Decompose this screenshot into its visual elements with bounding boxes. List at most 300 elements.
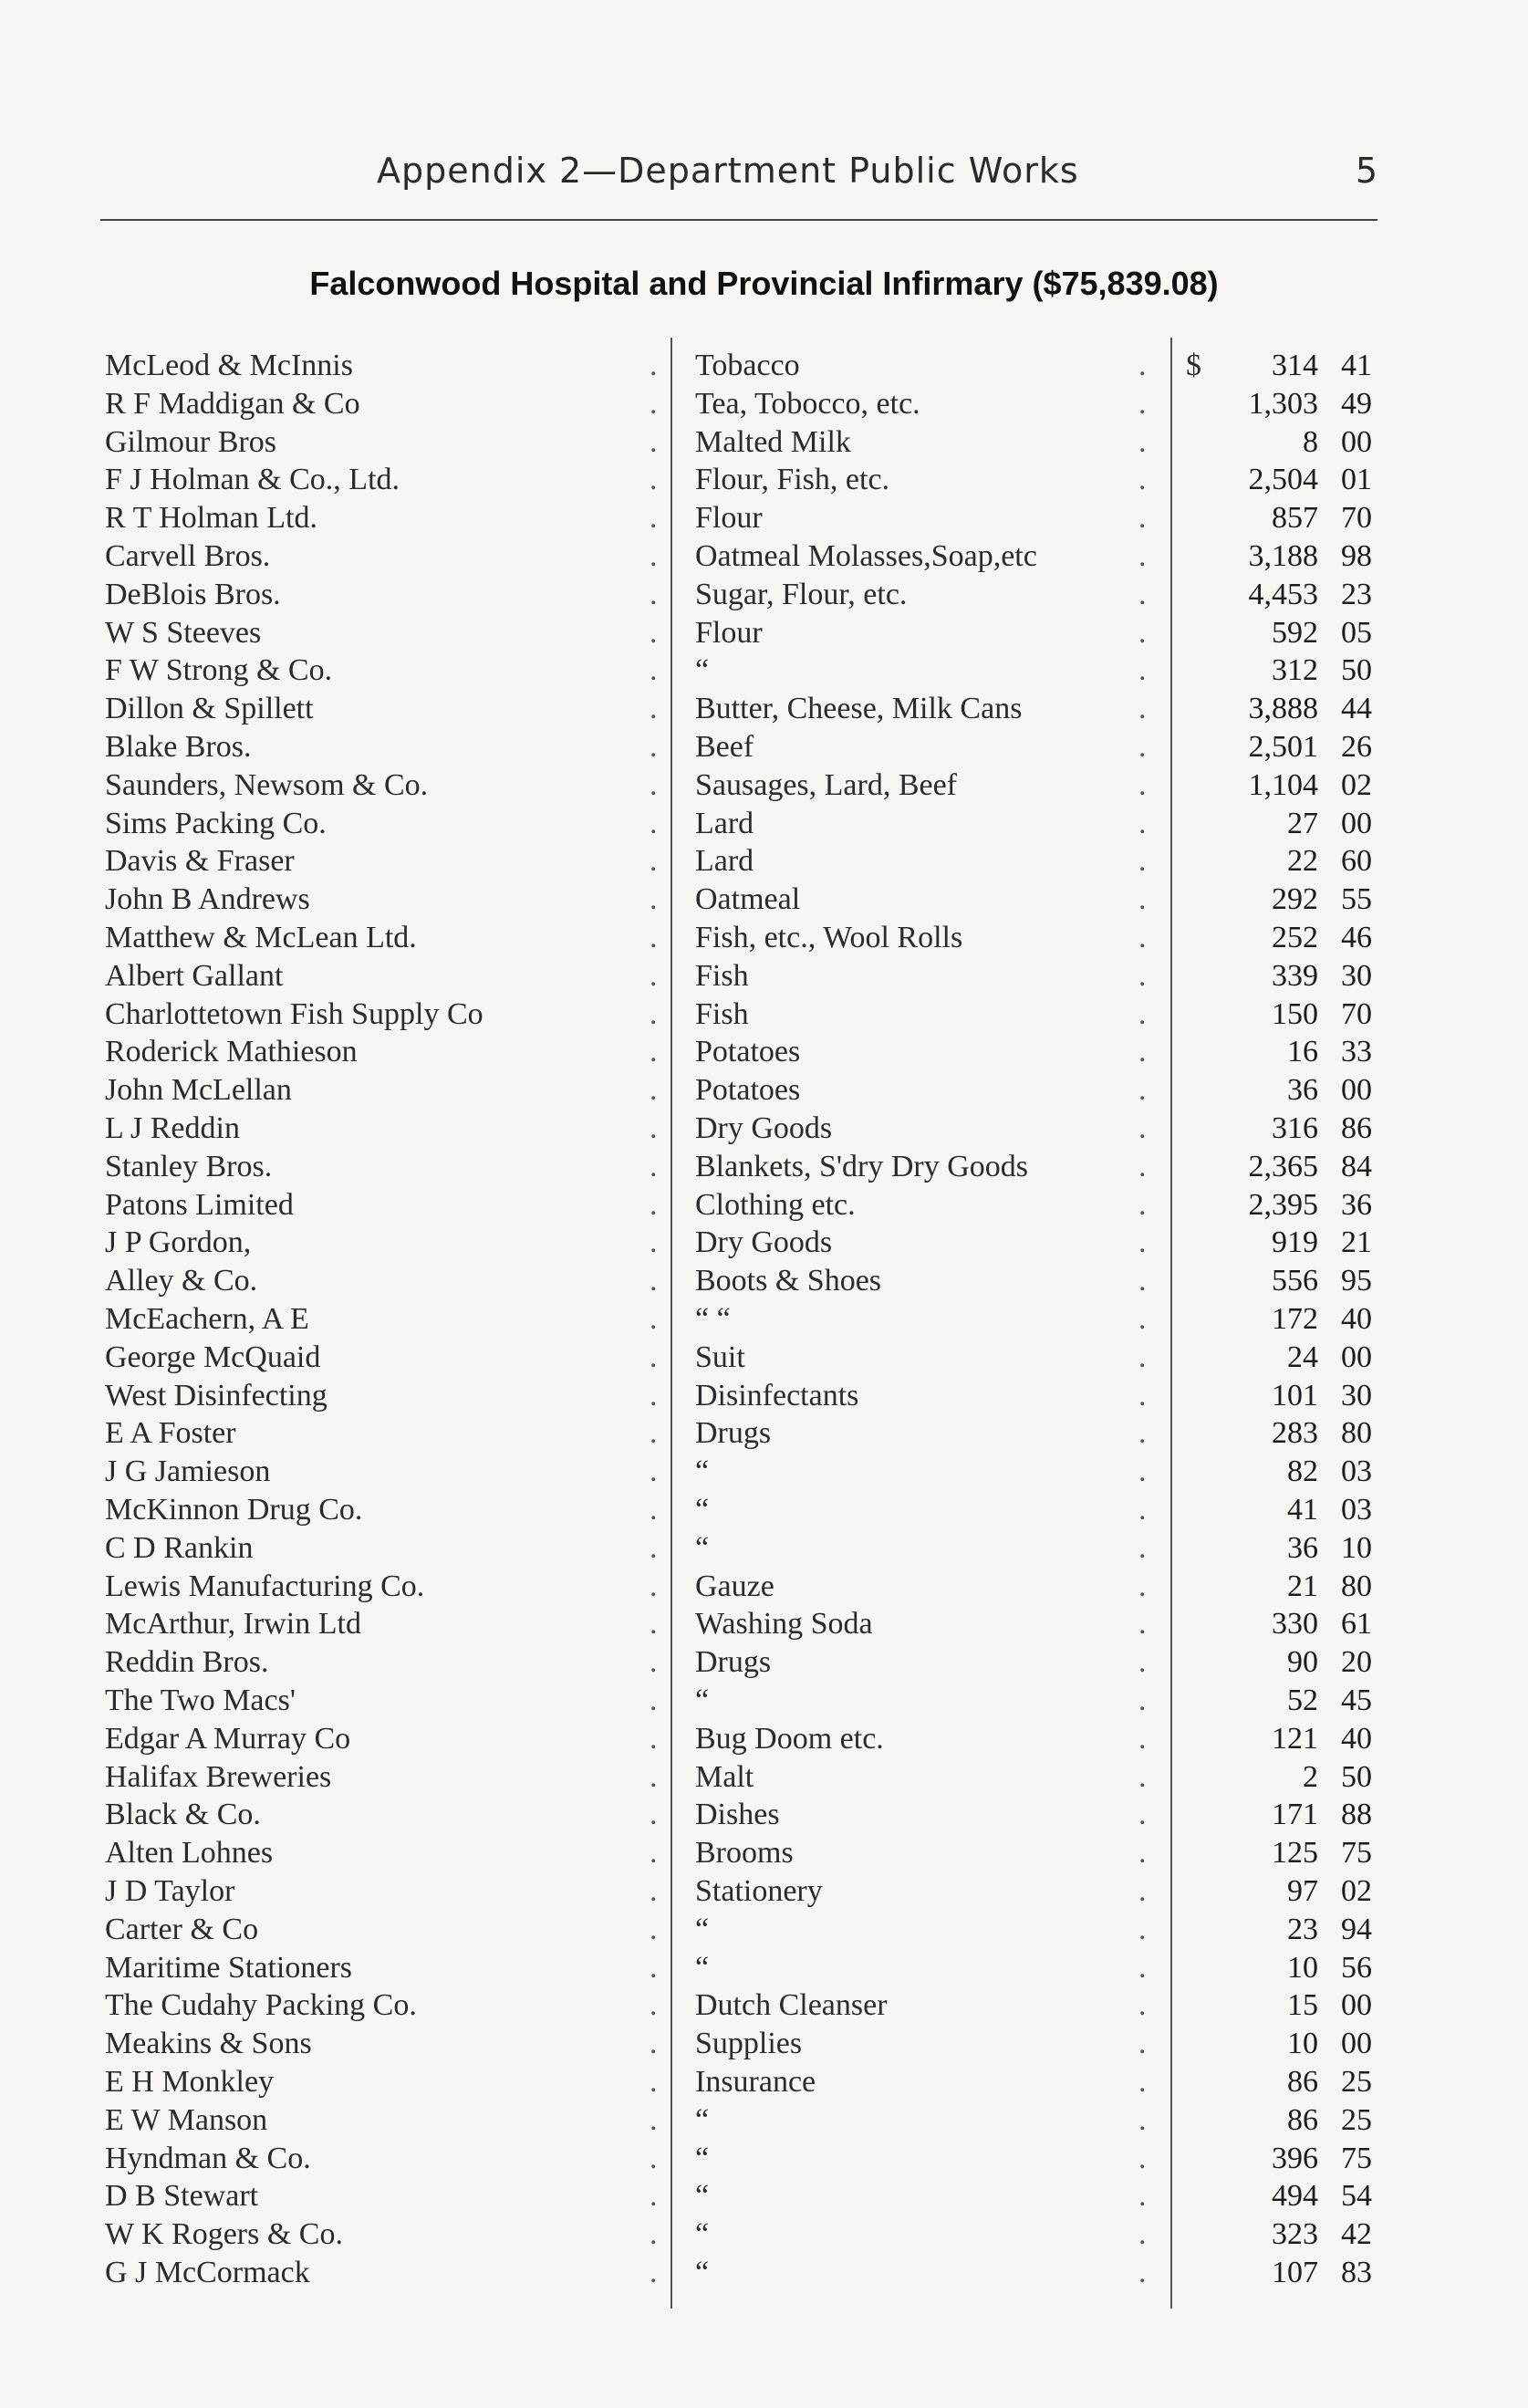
leader-dot: . <box>1138 386 1147 421</box>
amount-cents: 40 <box>1341 1302 1372 1336</box>
vendor-name: J D Taylor <box>105 1874 235 1908</box>
amount-cents: 03 <box>1341 1454 1372 1489</box>
item-description: Brooms <box>695 1836 794 1871</box>
vendor-name: The Cudahy Packing Co. <box>105 1988 417 2023</box>
ledger-row <box>0 728 1528 766</box>
leader-dot: . <box>650 577 658 611</box>
item-description: “ <box>695 2179 710 2214</box>
leader-dot: . <box>650 1988 658 2023</box>
item-description: Beef <box>695 730 754 764</box>
amount-cents: 54 <box>1341 2179 1372 2214</box>
vendor-name: McArthur, Irwin Ltd <box>105 1607 361 1642</box>
ledger-row <box>0 537 1528 576</box>
amount-dollars: 52 <box>1287 1684 1318 1717</box>
ledger-row <box>0 576 1528 614</box>
amount-dollars: 919 <box>1272 1225 1318 1260</box>
leader-dot: . <box>650 2065 658 2099</box>
leader-dot: . <box>1138 996 1147 1031</box>
leader-dot: . <box>1138 1912 1147 1946</box>
amount-cents: 80 <box>1341 1569 1372 1603</box>
item-description: “ <box>695 2102 710 2137</box>
leader-dot: . <box>1138 1340 1147 1374</box>
amount-cents: 42 <box>1341 2217 1372 2252</box>
vendor-name: W K Rogers & Co. <box>105 2217 343 2252</box>
amount-dollars: 23 <box>1287 1912 1318 1946</box>
leader-dot: . <box>1138 767 1147 802</box>
ledger-row <box>0 2140 1528 2178</box>
item-description: “ <box>695 2141 710 2175</box>
leader-dot: . <box>1138 2065 1147 2099</box>
vendor-name: E W Manson <box>105 2102 268 2137</box>
amount-cents: 41 <box>1341 349 1372 382</box>
leader-dot: . <box>1138 1874 1147 1908</box>
leader-dot: . <box>1138 1378 1147 1412</box>
amount-cents: 75 <box>1341 1836 1372 1871</box>
leader-dot: . <box>650 615 658 650</box>
amount-dollars: 3,888 <box>1248 692 1318 726</box>
leader-dot: . <box>650 958 658 993</box>
item-description: “ <box>695 1530 710 1565</box>
vendor-name: Carter & Co <box>105 1912 259 1946</box>
leader-dot: . <box>650 1759 658 1794</box>
amount-dollars: 101 <box>1272 1378 1318 1412</box>
leader-dot: . <box>650 1416 658 1451</box>
item-description: Dry Goods <box>695 1225 833 1260</box>
item-description: Supplies <box>695 2027 803 2061</box>
item-description: Drugs <box>695 1645 772 1680</box>
ledger-row <box>0 2063 1528 2101</box>
amount-dollars: 556 <box>1272 1264 1318 1298</box>
item-description: Sausages, Lard, Beef <box>695 767 958 802</box>
amount-cents: 25 <box>1341 2102 1372 2137</box>
ledger-row <box>0 499 1528 537</box>
leader-dot: . <box>1138 424 1147 459</box>
ledger-row <box>0 2177 1528 2215</box>
section-title <box>0 265 1528 303</box>
vendor-name: John McLellan <box>105 1073 292 1108</box>
leader-dot: . <box>650 2179 658 2214</box>
amount-dollars: 314 <box>1272 349 1318 382</box>
vendor-name: Alten Lohnes <box>105 1836 274 1871</box>
item-description: Disinfectants <box>695 1378 859 1412</box>
leader-dot: . <box>650 1798 658 1832</box>
leader-dot: . <box>650 1645 658 1680</box>
leader-dot: . <box>650 653 658 688</box>
leader-dot: . <box>1138 2217 1147 2252</box>
leader-dot: . <box>1138 463 1147 497</box>
amount-cents: 03 <box>1341 1493 1372 1527</box>
leader-dot: . <box>1138 1493 1147 1527</box>
vendor-name: F W Strong & Co. <box>105 653 333 688</box>
amount-cents: 00 <box>1341 2027 1372 2061</box>
ledger-row <box>0 423 1528 462</box>
amount-dollars: 330 <box>1272 1607 1318 1642</box>
amount-dollars: 323 <box>1272 2217 1318 2252</box>
item-description: Fish <box>695 996 749 1031</box>
page-header <box>100 151 1377 205</box>
amount-cents: 55 <box>1341 882 1372 917</box>
amount-cents: 00 <box>1341 1988 1372 2023</box>
leader-dot: . <box>1138 1607 1147 1642</box>
leader-dot: . <box>650 882 658 917</box>
item-description: Bug Doom etc. <box>695 1721 884 1756</box>
vendor-name: Reddin Bros. <box>105 1645 269 1680</box>
vendor-name: Roderick Mathieson <box>105 1035 358 1069</box>
amount-cents: 21 <box>1341 1225 1372 1260</box>
amount-cents: 50 <box>1341 653 1372 688</box>
amount-dollars: 316 <box>1272 1111 1318 1145</box>
vendor-name: Saunders, Newsom & Co. <box>105 767 429 802</box>
leader-dot: . <box>650 424 658 459</box>
leader-dot: . <box>650 1721 658 1756</box>
leader-dot: . <box>650 463 658 497</box>
item-description: Flour, Fish, etc. <box>695 463 890 497</box>
amount-cents: 60 <box>1341 844 1372 879</box>
item-description: Dry Goods <box>695 1111 833 1145</box>
item-description: Stationery <box>695 1874 823 1908</box>
leader-dot: . <box>650 1302 658 1336</box>
amount-dollars: 16 <box>1287 1035 1318 1069</box>
page-number: 5 <box>1355 151 1377 191</box>
ledger-row <box>0 1568 1528 1606</box>
ledger-row <box>0 1796 1528 1834</box>
leader-dot: . <box>650 1569 658 1603</box>
item-description: Drugs <box>695 1416 772 1451</box>
leader-dot: . <box>1138 1454 1147 1489</box>
vendor-name: Blake Bros. <box>105 730 252 764</box>
item-description: “ <box>695 1684 710 1717</box>
amount-cents: 80 <box>1341 1416 1372 1451</box>
amount-cents: 36 <box>1341 1187 1372 1222</box>
item-description: Malt <box>695 1759 754 1794</box>
amount-cents: 46 <box>1341 921 1372 954</box>
ledger-row <box>0 1071 1528 1110</box>
amount-cents: 25 <box>1341 2065 1372 2099</box>
ledger-row <box>0 461 1528 499</box>
vendor-name: Halifax Breweries <box>105 1759 332 1794</box>
leader-dot: . <box>650 1874 658 1908</box>
leader-dot: . <box>1138 1836 1147 1871</box>
section-title-text: Falconwood Hospital and Provincial Infirmary <box>309 265 1024 302</box>
leader-dot: . <box>650 1912 658 1946</box>
amount-dollars: 97 <box>1287 1874 1318 1908</box>
item-description: “ <box>695 1493 710 1527</box>
amount-cents: 30 <box>1341 958 1372 993</box>
item-description: Potatoes <box>695 1035 801 1069</box>
ledger-row <box>0 805 1528 843</box>
amount-dollars: 21 <box>1287 1569 1318 1603</box>
ledger-row <box>0 1224 1528 1262</box>
vendor-name: Albert Gallant <box>105 958 284 993</box>
leader-dot: . <box>650 1111 658 1145</box>
ledger-row <box>0 2025 1528 2063</box>
vendor-name: DeBlois Bros. <box>105 577 281 611</box>
leader-dot: . <box>1138 882 1147 917</box>
amount-dollars: 1,104 <box>1248 767 1318 802</box>
amount-dollars: 10 <box>1287 1950 1318 1985</box>
leader-dot: . <box>1138 653 1147 688</box>
ledger-row <box>0 1529 1528 1568</box>
item-description: Butter, Cheese, Milk Cans <box>695 692 1023 726</box>
leader-dot: . <box>1138 1416 1147 1451</box>
item-description: Fish <box>695 958 749 993</box>
item-description: Potatoes <box>695 1073 801 1108</box>
item-description: Tea, Tobocco, etc. <box>695 386 920 421</box>
ledger-row <box>0 1186 1528 1225</box>
ledger-row <box>0 1262 1528 1300</box>
leader-dot: . <box>650 767 658 802</box>
ledger-row <box>0 1148 1528 1186</box>
ledger-row <box>0 842 1528 881</box>
item-description: Blankets, S'dry Dry Goods <box>695 1149 1029 1183</box>
ledger-row <box>0 881 1528 919</box>
leader-dot: . <box>650 2256 658 2289</box>
leader-dot: . <box>650 1035 658 1069</box>
leader-dot: . <box>650 806 658 840</box>
vendor-name: Matthew & McLean Ltd. <box>105 921 417 954</box>
vendor-name: McEachern, A E <box>105 1302 309 1336</box>
vendor-name: J G Jamieson <box>105 1454 271 1489</box>
amount-cents: 20 <box>1341 1645 1372 1680</box>
item-description: Lard <box>695 806 754 840</box>
amount-cents: 02 <box>1341 1874 1372 1908</box>
ledger-row <box>0 996 1528 1034</box>
leader-dot: . <box>1138 2102 1147 2137</box>
ledger-row <box>0 690 1528 728</box>
leader-dot: . <box>650 1225 658 1260</box>
leader-dot: . <box>650 1149 658 1183</box>
item-description: Sugar, Flour, etc. <box>695 577 908 611</box>
leader-dot: . <box>650 1264 658 1298</box>
ledger-row <box>0 1872 1528 1911</box>
amount-dollars: 150 <box>1272 996 1318 1031</box>
leader-dot: . <box>1138 1187 1147 1222</box>
leader-dot: . <box>1138 1645 1147 1680</box>
amount-cents: 88 <box>1341 1798 1372 1832</box>
vendor-name: Davis & Fraser <box>105 844 295 879</box>
amount-cents: 01 <box>1341 463 1372 497</box>
vendor-name: G J McCormack <box>105 2256 310 2289</box>
vendor-name: E A Foster <box>105 1416 236 1451</box>
item-description: Flour <box>695 615 763 650</box>
amount-cents: 30 <box>1341 1378 1372 1412</box>
section-total-amount: ($75,839.08) <box>1032 265 1219 302</box>
vendor-name: Lewis Manufacturing Co. <box>105 1569 425 1603</box>
amount-dollars: 252 <box>1272 921 1318 954</box>
leader-dot: . <box>1138 844 1147 879</box>
leader-dot: . <box>650 996 658 1031</box>
amount-cents: 84 <box>1341 1149 1372 1183</box>
ledger-row <box>0 652 1528 690</box>
leader-dot: . <box>650 844 658 879</box>
leader-dot: . <box>1138 577 1147 611</box>
leader-dot: . <box>650 349 658 382</box>
amount-cents: 05 <box>1341 615 1372 650</box>
amount-dollars: 292 <box>1272 882 1318 917</box>
leader-dot: . <box>1138 1302 1147 1336</box>
vendor-name: J P Gordon, <box>105 1225 252 1260</box>
amount-cents: 45 <box>1341 1684 1372 1717</box>
leader-dot: . <box>1138 692 1147 726</box>
ledger-row <box>0 1605 1528 1643</box>
ledger-row <box>0 1300 1528 1339</box>
leader-dot: . <box>650 539 658 573</box>
item-description: Clothing etc. <box>695 1187 856 1222</box>
amount-dollars: 36 <box>1287 1530 1318 1565</box>
amount-cents: 10 <box>1341 1530 1372 1565</box>
leader-dot: . <box>650 2102 658 2137</box>
leader-dot: . <box>1138 2141 1147 2175</box>
ledger-row <box>0 1643 1528 1682</box>
amount-dollars: 494 <box>1272 2179 1318 2214</box>
amount-cents: 23 <box>1341 577 1372 611</box>
ledger-row <box>0 2254 1528 2292</box>
item-description: “ <box>695 2217 710 2252</box>
leader-dot: . <box>650 692 658 726</box>
amount-dollars: 27 <box>1287 806 1318 840</box>
amount-dollars: 4,453 <box>1248 577 1318 611</box>
leader-dot: . <box>650 2217 658 2252</box>
ledger-row <box>0 957 1528 996</box>
ledger-row <box>0 347 1528 385</box>
vendor-name: C D Rankin <box>105 1530 254 1565</box>
amount-dollars: 3,188 <box>1248 539 1318 573</box>
amount-cents: 00 <box>1341 1340 1372 1374</box>
item-description: Tobacco <box>695 349 800 382</box>
leader-dot: . <box>1138 2027 1147 2061</box>
ledger-row <box>0 1758 1528 1797</box>
leader-dot: . <box>1138 349 1147 382</box>
leader-dot: . <box>650 1530 658 1565</box>
leader-dot: . <box>650 501 658 536</box>
amount-dollars: 125 <box>1272 1836 1318 1871</box>
ledger-row <box>0 919 1528 957</box>
header-rule <box>100 219 1377 221</box>
amount-cents: 70 <box>1341 996 1372 1031</box>
leader-dot: . <box>650 1836 658 1871</box>
ledger-row <box>0 385 1528 423</box>
amount-dollars: 107 <box>1272 2256 1318 2289</box>
vendor-name: West Disinfecting <box>105 1378 327 1412</box>
vendor-name: R F Maddigan & Co <box>105 386 360 421</box>
leader-dot: . <box>650 1950 658 1985</box>
vendor-name: Black & Co. <box>105 1798 261 1832</box>
amount-dollars: 10 <box>1287 2027 1318 2061</box>
amount-cents: 56 <box>1341 1950 1372 1985</box>
amount-dollars: 8 <box>1303 424 1318 459</box>
leader-dot: . <box>1138 1569 1147 1603</box>
amount-dollars: 15 <box>1287 1988 1318 2023</box>
item-description: “ “ <box>695 1302 731 1336</box>
vendor-name: Edgar A Murray Co <box>105 1721 351 1756</box>
vendor-name: Carvell Bros. <box>105 539 271 573</box>
leader-dot: . <box>1138 1684 1147 1717</box>
leader-dot: . <box>1138 1721 1147 1756</box>
amount-dollars: 2,365 <box>1248 1149 1318 1183</box>
leader-dot: . <box>650 921 658 954</box>
amount-dollars: 82 <box>1287 1454 1318 1489</box>
amount-dollars: 36 <box>1287 1073 1318 1108</box>
ledger-row <box>0 1986 1528 2025</box>
vendor-name: George McQuaid <box>105 1340 321 1374</box>
leader-dot: . <box>1138 539 1147 573</box>
leader-dot: . <box>1138 1988 1147 2023</box>
vendor-name: F J Holman & Co., Ltd. <box>105 463 400 497</box>
vendor-name: Patons Limited <box>105 1187 294 1222</box>
amount-dollars: 86 <box>1287 2065 1318 2099</box>
leader-dot: . <box>1138 1950 1147 1985</box>
amount-dollars: 121 <box>1272 1721 1318 1756</box>
ledger-row <box>0 1033 1528 1071</box>
amount-dollars: 22 <box>1287 844 1318 879</box>
ledger-row <box>0 1110 1528 1148</box>
leader-dot: . <box>1138 921 1147 954</box>
amount-dollars: 24 <box>1287 1340 1318 1374</box>
leader-dot: . <box>1138 1035 1147 1069</box>
ledger-row <box>0 1911 1528 1949</box>
amount-cents: 02 <box>1341 767 1372 802</box>
leader-dot: . <box>650 1684 658 1717</box>
leader-dot: . <box>1138 1530 1147 1565</box>
item-description: “ <box>695 1454 710 1489</box>
leader-dot: . <box>650 2141 658 2175</box>
amount-cents: 00 <box>1341 1073 1372 1108</box>
leader-dot: . <box>1138 730 1147 764</box>
leader-dot: . <box>650 1340 658 1374</box>
leader-dot: . <box>650 1607 658 1642</box>
amount-cents: 83 <box>1341 2256 1372 2289</box>
amount-dollars: 90 <box>1287 1645 1318 1680</box>
header-title: Appendix 2—Department Public Works <box>377 151 1079 191</box>
vendor-name: John B Andrews <box>105 882 310 917</box>
item-description: Suit <box>695 1340 745 1374</box>
amount-dollars: 396 <box>1272 2141 1318 2175</box>
leader-dot: . <box>1138 1111 1147 1145</box>
amount-cents: 70 <box>1341 501 1372 536</box>
amount-cents: 75 <box>1341 2141 1372 2175</box>
ledger-row <box>0 1720 1528 1758</box>
vendor-name: Stanley Bros. <box>105 1149 273 1183</box>
item-description: “ <box>695 1912 710 1946</box>
amount-cents: 40 <box>1341 1721 1372 1756</box>
ledger-row <box>0 1682 1528 1720</box>
amount-cents: 26 <box>1341 730 1372 764</box>
amount-cents: 95 <box>1341 1264 1372 1298</box>
ledger-row <box>0 1949 1528 1987</box>
leader-dot: . <box>1138 1073 1147 1108</box>
amount-dollars: 41 <box>1287 1493 1318 1527</box>
amount-dollars: 857 <box>1272 501 1318 536</box>
currency-symbol: $ <box>1186 349 1201 382</box>
leader-dot: . <box>650 1454 658 1489</box>
item-description: Dishes <box>695 1798 780 1832</box>
vendor-name: McLeod & McInnis <box>105 349 353 382</box>
item-description: Fish, etc., Wool Rolls <box>695 921 963 954</box>
leader-dot: . <box>650 1187 658 1222</box>
item-description: Oatmeal Molasses,Soap,etc <box>695 539 1037 573</box>
vendor-name: Sims Packing Co. <box>105 806 327 840</box>
item-description: Boots & Shoes <box>695 1264 882 1298</box>
leader-dot: . <box>1138 958 1147 993</box>
leader-dot: . <box>650 1073 658 1108</box>
amount-dollars: 2,395 <box>1248 1187 1318 1222</box>
item-description: “ <box>695 2256 710 2289</box>
vendor-name: Dillon & Spillett <box>105 692 314 726</box>
amount-dollars: 172 <box>1272 1302 1318 1336</box>
amount-dollars: 339 <box>1272 958 1318 993</box>
vendor-name: Meakins & Sons <box>105 2027 312 2061</box>
vendor-name: R T Holman Ltd. <box>105 501 317 536</box>
